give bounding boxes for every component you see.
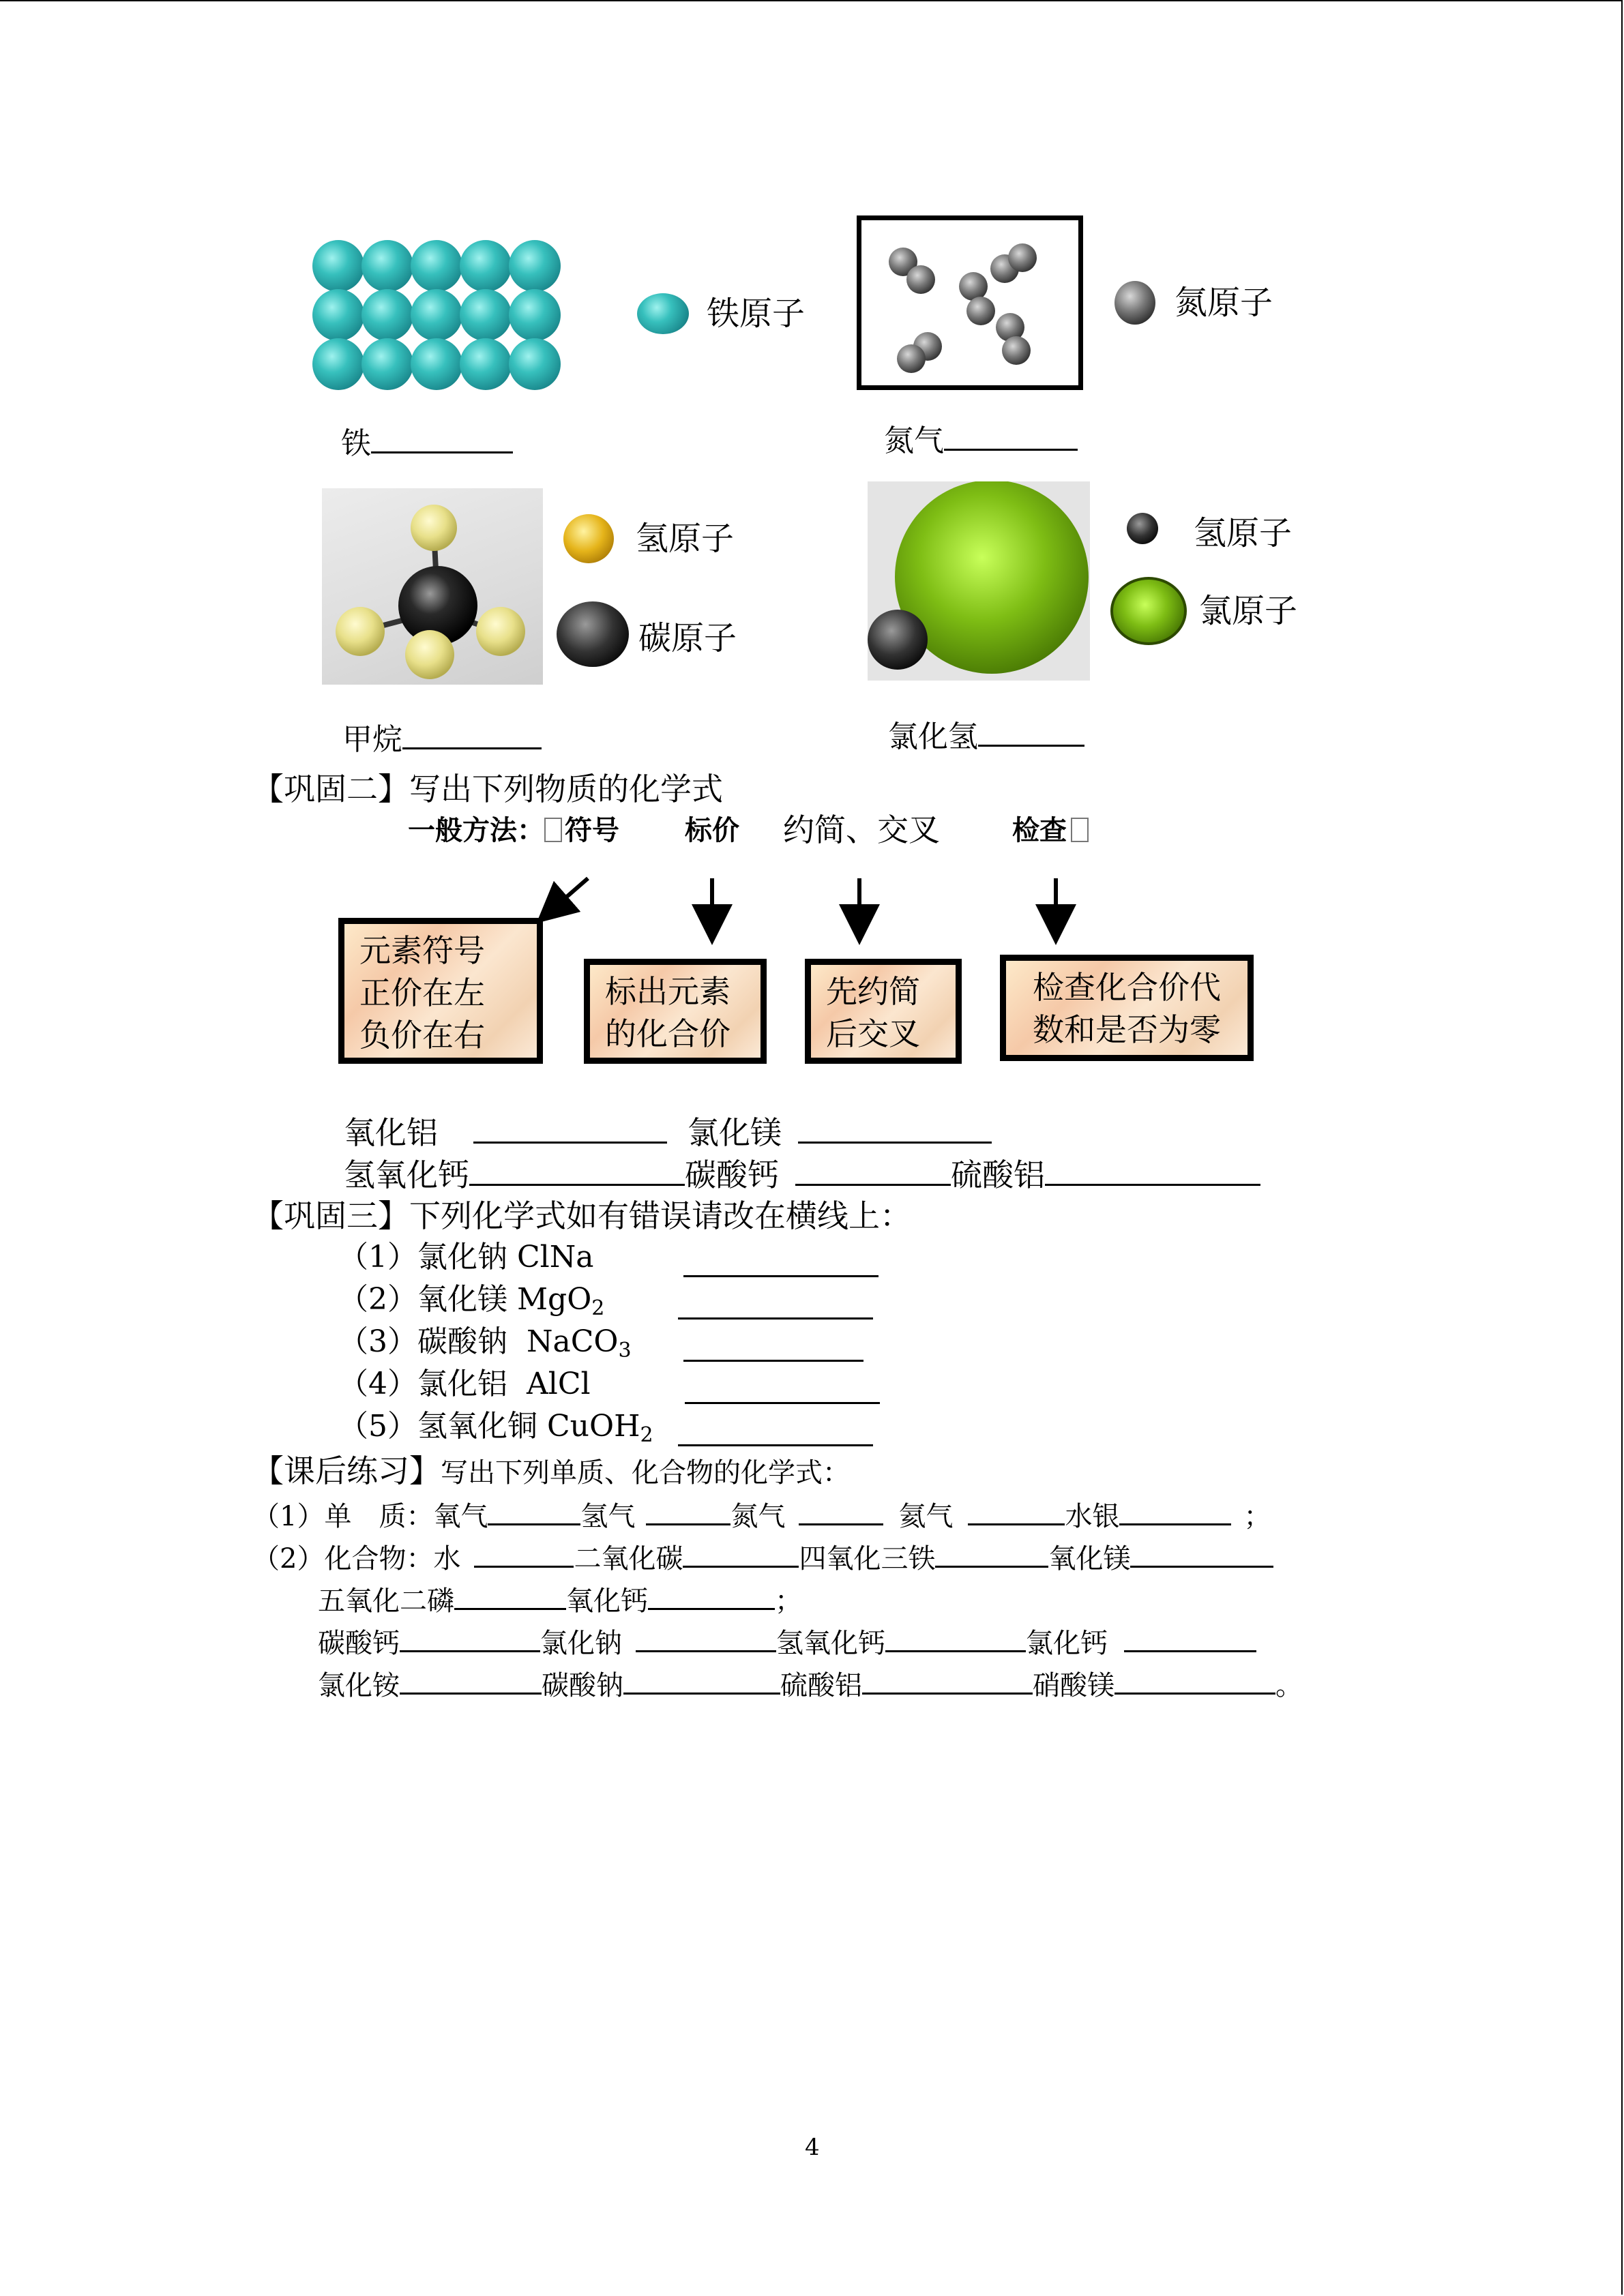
answer-blank[interactable]	[968, 1499, 1065, 1525]
answer-blank[interactable]	[678, 1417, 873, 1446]
section2-heading: 【巩固二】写出下列物质的化学式	[252, 771, 723, 807]
section3-item-5: （5）氢氧化铜 CuOH$_2$	[338, 1409, 653, 1447]
answer-blank[interactable]	[646, 1499, 730, 1525]
section3-heading: 【巩固三】下列化学式如有错误请改在横线上：	[252, 1197, 911, 1234]
step-box-simplify: 先约简 后交叉	[805, 959, 962, 1064]
answer-blank[interactable]	[795, 1157, 951, 1186]
step-box-symbols: 元素符号 正价在左 负价在右	[338, 918, 543, 1064]
iron-atom-legend: 铁原子	[707, 295, 806, 333]
section4-line1: （1）单 质：氧气 氢气 氮气 氦气 水银 ；	[252, 1499, 1271, 1530]
step-box-check: 检查化合价代 数和是否为零	[1000, 955, 1254, 1061]
answer-blank[interactable]	[683, 1541, 799, 1568]
answer-blank[interactable]	[648, 1583, 775, 1610]
iron-caption: 铁	[341, 424, 513, 459]
answer-blank[interactable]	[685, 1375, 880, 1404]
answer-blank[interactable]	[935, 1541, 1048, 1568]
section4-line2: （2）化合物：水 二氧化碳 四氧化三铁 氧化镁	[252, 1541, 1273, 1572]
answer-blank[interactable]	[862, 1668, 1033, 1695]
answer-blank[interactable]	[454, 1583, 566, 1610]
hydrogen-atom-legend: 氢原子	[636, 520, 735, 558]
nitrogen-caption: 氮气	[884, 421, 1078, 456]
answer-blank[interactable]	[1130, 1541, 1273, 1568]
section4-heading: 【课后练习】写出下列单质、化合物的化学式：	[252, 1452, 850, 1489]
answer-blank[interactable]	[623, 1668, 780, 1695]
answer-blank[interactable]	[488, 1499, 580, 1525]
section3-item-3: （3）碳酸钠 NaCO$_3$	[338, 1324, 632, 1362]
section2-row1: 氧化铝 氯化镁	[344, 1114, 992, 1148]
answer-blank[interactable]	[1124, 1626, 1256, 1652]
method-step2: 标价	[685, 815, 739, 846]
section4-line3: 五氧化二磷 氧化钙 ；	[318, 1583, 802, 1615]
section2-row2: 氢氧化钙 碳酸钙 硫酸铝	[344, 1157, 1260, 1191]
chlorine-atom-legend: 氯原子	[1199, 592, 1298, 630]
answer-blank[interactable]	[473, 1114, 667, 1144]
method-line: 一般方法： 符号	[408, 815, 619, 846]
answer-blank[interactable]	[474, 1541, 574, 1568]
answer-blank[interactable]	[798, 1114, 992, 1144]
page-number: 4	[805, 2134, 820, 2161]
method-step4: 检查	[1012, 817, 1089, 844]
methane-caption: 甲烷	[342, 720, 542, 755]
answer-blank[interactable]	[469, 1157, 685, 1186]
answer-blank[interactable]	[1045, 1157, 1260, 1186]
section4-line4: 碳酸钙 氯化钠 氢氧化钙 氯化钙	[318, 1626, 1256, 1657]
section3-item-2: （2）氧化镁 MgO$_2$	[338, 1282, 605, 1320]
hcl-caption: 氯化氢	[888, 717, 1084, 752]
step-box-valence: 标出元素 的化合价	[584, 959, 767, 1064]
carbon-atom-legend: 碳原子	[638, 619, 737, 657]
answer-blank[interactable]	[799, 1499, 883, 1525]
method-arrows	[0, 0, 1624, 955]
section4-line5: 氯化铵 碳酸钠 硫酸铝 硝酸镁 。	[318, 1668, 1303, 1699]
answer-blank[interactable]	[1119, 1499, 1231, 1525]
answer-blank[interactable]	[400, 1668, 542, 1695]
answer-blank[interactable]	[678, 1290, 873, 1320]
answer-blank[interactable]	[400, 1626, 540, 1652]
answer-blank[interactable]	[636, 1626, 776, 1652]
nitrogen-atom-legend: 氮原子	[1175, 284, 1273, 322]
method-step3: 约简、交叉	[783, 811, 940, 848]
hydrogen-atom-legend: 氢原子	[1194, 514, 1293, 552]
answer-blank[interactable]	[683, 1248, 879, 1277]
answer-blank[interactable]	[683, 1332, 863, 1362]
answer-blank[interactable]	[1114, 1668, 1275, 1695]
section3-item-1: （1）氯化钠 ClNa	[338, 1240, 594, 1274]
section3-item-4: （4）氯化铝 AlCl	[338, 1367, 591, 1401]
answer-blank[interactable]	[885, 1626, 1026, 1652]
